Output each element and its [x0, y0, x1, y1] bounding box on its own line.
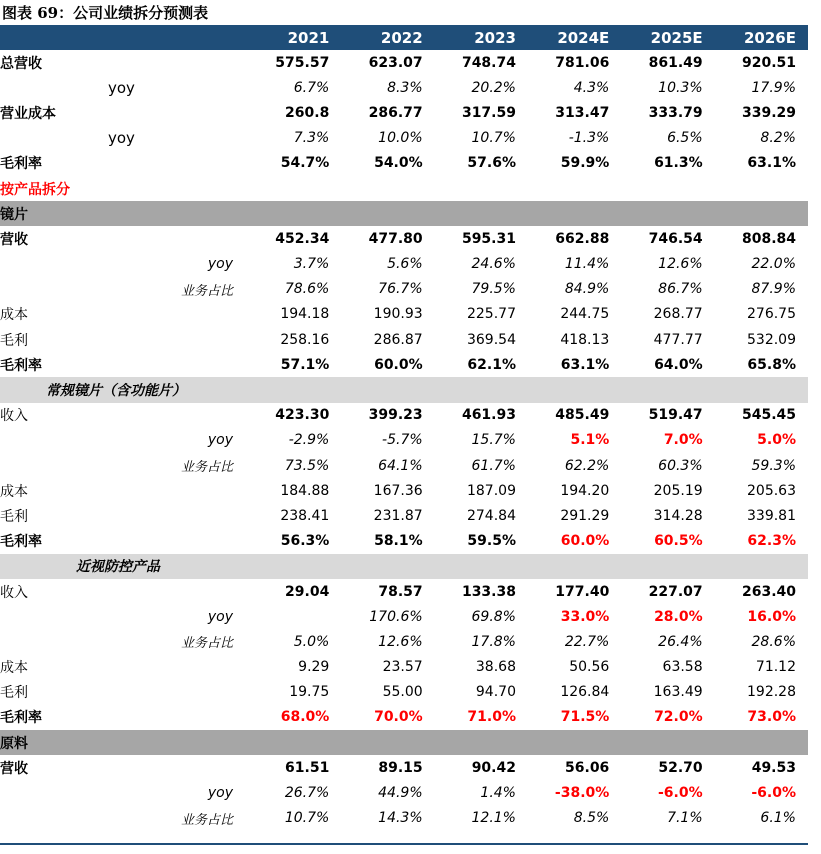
table-row [0, 780, 808, 805]
cell-value: -6.0% [751, 785, 796, 802]
cell-value: 24.6% [471, 256, 516, 273]
cell-value [248, 604, 341, 629]
section-filler [248, 377, 341, 402]
table-row [0, 252, 808, 277]
cell-value: 170.6% [369, 608, 423, 625]
cell-value: 84.9% [564, 281, 610, 298]
cell-value: 59.9% [560, 155, 610, 172]
cell-value: 7.1% [667, 810, 703, 827]
section-filler [715, 176, 808, 201]
table-row [0, 579, 808, 604]
cell-value: 10.3% [658, 79, 703, 96]
cell-value: 62.2% [564, 457, 610, 474]
cell-value: 60.3% [658, 457, 703, 474]
section-filler [528, 201, 621, 226]
header-year: 2024E [528, 26, 621, 50]
cell-value: 231.87 [373, 507, 423, 524]
cell-value: 52.70 [658, 759, 703, 776]
section-filler [621, 730, 714, 755]
row-label: 收入 [0, 584, 28, 601]
table-row [0, 176, 808, 201]
cell-value: 12.6% [658, 256, 703, 273]
cell-value: 485.49 [555, 407, 610, 424]
cell-value: 60.0% [374, 356, 423, 373]
row-label: yoy [207, 256, 233, 273]
table-row [0, 629, 808, 654]
cell-value: 5.0% [757, 432, 796, 449]
table-row [0, 478, 808, 503]
row-label: 成本 [0, 483, 28, 500]
row-label: 毛利 [0, 508, 28, 525]
section-filler [435, 377, 528, 402]
row-label: 业务占比 [180, 812, 233, 828]
table-row [0, 503, 808, 528]
table-row [0, 327, 808, 352]
row-label: 业务占比 [180, 636, 233, 652]
cell-value: 58.1% [374, 533, 423, 550]
row-label: 成本 [0, 307, 28, 324]
cell-value: 56.3% [280, 533, 330, 550]
table-row [0, 680, 808, 705]
cell-value: 6.5% [667, 130, 703, 147]
cell-value: 260.8 [285, 104, 330, 121]
cell-value: 14.3% [378, 810, 423, 827]
section-filler [341, 201, 434, 226]
cell-value: 126.84 [560, 684, 610, 701]
table-row [0, 126, 808, 151]
cell-value: 662.88 [555, 230, 610, 247]
cell-value: 339.81 [747, 507, 796, 524]
cell-value: 177.40 [555, 583, 610, 600]
table-row [0, 100, 808, 125]
cell-value: 8.5% [573, 810, 610, 827]
section-filler [248, 730, 341, 755]
cell-value: -5.7% [382, 432, 423, 449]
table-row [0, 377, 808, 402]
section-filler [341, 554, 434, 579]
cell-value: 192.28 [747, 684, 796, 701]
section-filler [715, 730, 808, 755]
cell-value: 423.30 [275, 407, 330, 424]
cell-value: 26.7% [284, 785, 330, 802]
cell-value: 205.63 [747, 482, 796, 499]
section-filler [341, 730, 434, 755]
cell-value: 71.12 [755, 659, 796, 676]
cell-value: 258.16 [280, 331, 330, 348]
cell-value: 78.57 [378, 583, 423, 600]
cell-value: 781.06 [555, 54, 610, 71]
cell-value: 76.7% [378, 281, 423, 298]
row-label: 毛利率 [0, 357, 42, 374]
cell-value: 418.13 [560, 331, 610, 348]
cell-value: 314.28 [653, 507, 703, 524]
cell-value: 623.07 [368, 54, 423, 71]
cell-value: 68.0% [280, 709, 330, 726]
section-filler [528, 730, 621, 755]
cell-value: 17.8% [471, 633, 516, 650]
cell-value: 57.1% [280, 356, 330, 373]
row-label: 毛利率 [0, 534, 42, 551]
cell-value: 89.15 [378, 759, 423, 776]
section-filler [621, 176, 714, 201]
cell-value: 56.06 [565, 759, 610, 776]
cell-value: 10.7% [471, 130, 516, 147]
table-row [0, 151, 808, 176]
section-filler [341, 377, 434, 402]
cell-value: 519.47 [648, 407, 703, 424]
section-filler [528, 554, 621, 579]
cell-value: 167.36 [373, 482, 423, 499]
row-label: 毛利率 [0, 156, 42, 173]
row-label: 近视防控产品 [0, 554, 248, 579]
cell-value: 79.5% [471, 281, 516, 298]
cell-value: 33.0% [560, 608, 610, 625]
cell-value: 94.70 [475, 684, 516, 701]
cell-value: 22.7% [564, 633, 610, 650]
cell-value: 268.77 [653, 306, 703, 323]
cell-value: 746.54 [648, 230, 703, 247]
cell-value: 63.58 [662, 659, 703, 676]
forecast-table [0, 26, 808, 831]
cell-value: 10.7% [284, 810, 330, 827]
cell-value: 60.5% [654, 533, 703, 550]
cell-value: 72.0% [654, 709, 703, 726]
cell-value: 50.56 [569, 659, 610, 676]
cell-value: 90.42 [471, 759, 516, 776]
cell-value: 17.9% [751, 79, 796, 96]
cell-value: 15.7% [471, 432, 516, 449]
header-year: 2026E [715, 26, 808, 50]
cell-value: 244.75 [560, 306, 610, 323]
cell-value: -6.0% [658, 785, 703, 802]
section-filler [435, 176, 528, 201]
cell-value: 8.3% [387, 79, 423, 96]
table-row [0, 755, 808, 780]
cell-value: 276.75 [747, 306, 796, 323]
cell-value: 61.7% [471, 457, 516, 474]
row-label: yoy [108, 78, 135, 97]
row-label: 毛利 [0, 685, 28, 702]
cell-value: 184.88 [280, 482, 330, 499]
header-row [0, 26, 808, 50]
row-label: yoy [207, 432, 233, 449]
table-row [0, 730, 808, 755]
section-filler [435, 730, 528, 755]
cell-value: 3.7% [293, 256, 330, 273]
cell-value: -1.3% [568, 130, 610, 147]
cell-value: 5.0% [293, 633, 330, 650]
row-label: 营业成本 [0, 105, 56, 122]
row-label: 常规镜片（含功能片） [0, 377, 248, 402]
cell-value: 545.45 [741, 407, 796, 424]
cell-value: 5.6% [387, 256, 423, 273]
cell-value: 190.93 [373, 306, 423, 323]
cell-value: 5.1% [570, 432, 610, 449]
table-row [0, 655, 808, 680]
cell-value: 133.38 [461, 583, 516, 600]
cell-value: 63.1% [560, 356, 610, 373]
cell-value: 73.0% [747, 709, 796, 726]
cell-value: 26.4% [658, 633, 703, 650]
cell-value: 9.29 [298, 659, 330, 676]
cell-value: 55.00 [382, 684, 423, 701]
row-label: yoy [207, 785, 233, 802]
cell-value: 461.93 [461, 407, 516, 424]
cell-value: 44.9% [378, 785, 423, 802]
header-year: 2021 [248, 26, 341, 50]
cell-value: 54.7% [280, 155, 330, 172]
row-label: 业务占比 [180, 460, 233, 476]
section-filler [248, 554, 341, 579]
cell-value: 78.6% [284, 281, 330, 298]
cell-value: 399.23 [368, 407, 423, 424]
row-label: yoy [108, 129, 135, 148]
cell-value: 28.6% [751, 633, 796, 650]
cell-value: 73.5% [284, 457, 330, 474]
cell-value: 86.7% [658, 281, 703, 298]
cell-value: 29.04 [285, 583, 330, 600]
row-label: 毛利率 [0, 710, 42, 727]
cell-value: 63.1% [747, 155, 796, 172]
cell-value: 263.40 [741, 583, 796, 600]
table-row [0, 50, 808, 75]
cell-value: 28.0% [654, 608, 703, 625]
cell-value: 61.3% [654, 155, 703, 172]
cell-value: 12.6% [378, 633, 423, 650]
cell-value: 452.34 [275, 230, 330, 247]
bottom-divider [0, 843, 808, 845]
header-year: 2022 [341, 26, 434, 50]
section-filler [715, 201, 808, 226]
row-label: 营收 [0, 760, 28, 777]
header-year: 2023 [435, 26, 528, 50]
cell-value: 291.29 [560, 507, 610, 524]
table-row [0, 453, 808, 478]
row-label: 按产品拆分 [0, 181, 70, 198]
cell-value: 163.49 [653, 684, 703, 701]
cell-value: 38.68 [475, 659, 516, 676]
table-row [0, 352, 808, 377]
cell-value: 187.09 [466, 482, 516, 499]
cell-value: 205.19 [653, 482, 703, 499]
section-filler [528, 377, 621, 402]
cell-value: 748.74 [461, 54, 516, 71]
cell-value: 6.1% [760, 810, 796, 827]
table-body [0, 50, 808, 831]
cell-value: 238.41 [280, 507, 330, 524]
cell-value: 194.18 [280, 306, 330, 323]
cell-value: 71.5% [560, 709, 610, 726]
cell-value: 194.20 [560, 482, 610, 499]
cell-value: 64.0% [654, 356, 703, 373]
cell-value: 19.75 [289, 684, 330, 701]
table-title: 图表 69：公司业绩拆分预测表 [2, 4, 209, 22]
table-row [0, 75, 808, 100]
cell-value: 317.59 [461, 104, 516, 121]
section-filler [248, 201, 341, 226]
cell-value: 532.09 [747, 331, 796, 348]
cell-value: 11.4% [564, 256, 610, 273]
cell-value: 4.3% [573, 79, 610, 96]
cell-value: -38.0% [554, 785, 610, 802]
cell-value: 286.77 [368, 104, 423, 121]
table-row [0, 403, 808, 428]
cell-value: 16.0% [747, 608, 796, 625]
cell-value: 62.3% [747, 533, 796, 550]
table-row [0, 277, 808, 302]
section-filler [341, 176, 434, 201]
cell-value: 70.0% [374, 709, 423, 726]
cell-value: 1.4% [480, 785, 516, 802]
table-row [0, 604, 808, 629]
cell-value: 57.6% [467, 155, 516, 172]
cell-value: 339.29 [741, 104, 796, 121]
cell-value: 12.1% [471, 810, 516, 827]
cell-value: 808.84 [741, 230, 796, 247]
row-label: 镜片 [0, 201, 248, 226]
cell-value: 575.57 [275, 54, 330, 71]
cell-value: 6.7% [293, 79, 330, 96]
table-row [0, 302, 808, 327]
row-label: 原料 [0, 730, 248, 755]
table-row [0, 529, 808, 554]
section-filler [435, 201, 528, 226]
table-row [0, 554, 808, 579]
row-label: 毛利 [0, 332, 28, 349]
cell-value: 61.51 [285, 759, 330, 776]
section-filler [715, 377, 808, 402]
row-label: yoy [207, 608, 233, 625]
cell-value: 59.3% [751, 457, 796, 474]
table-row [0, 201, 808, 226]
cell-value: -2.9% [288, 432, 330, 449]
table-row [0, 806, 808, 831]
section-filler [528, 176, 621, 201]
header-year: 2025E [621, 26, 714, 50]
row-label: 业务占比 [180, 283, 233, 299]
cell-value: 8.2% [760, 130, 796, 147]
cell-value: 65.8% [747, 356, 796, 373]
cell-value: 71.0% [467, 709, 516, 726]
cell-value: 7.3% [293, 130, 330, 147]
cell-value: 861.49 [648, 54, 703, 71]
cell-value: 313.47 [555, 104, 610, 121]
row-label: 成本 [0, 660, 28, 677]
row-label: 营收 [0, 231, 28, 248]
cell-value: 49.53 [751, 759, 796, 776]
cell-value: 87.9% [751, 281, 796, 298]
header-corner [0, 26, 248, 50]
cell-value: 23.57 [382, 659, 423, 676]
cell-value: 920.51 [741, 54, 796, 71]
cell-value: 477.77 [653, 331, 703, 348]
table-row [0, 705, 808, 730]
cell-value: 274.84 [466, 507, 516, 524]
table-row [0, 226, 808, 251]
cell-value: 69.8% [471, 608, 516, 625]
cell-value: 62.1% [467, 356, 516, 373]
row-label: 总营收 [0, 55, 42, 72]
section-filler [621, 554, 714, 579]
cell-value: 225.77 [466, 306, 516, 323]
cell-value: 286.87 [373, 331, 423, 348]
section-filler [621, 377, 714, 402]
cell-value: 333.79 [648, 104, 703, 121]
cell-value: 227.07 [648, 583, 703, 600]
section-filler [248, 176, 341, 201]
cell-value: 595.31 [461, 230, 516, 247]
section-filler [715, 554, 808, 579]
section-filler [621, 201, 714, 226]
cell-value: 54.0% [374, 155, 423, 172]
cell-value: 20.2% [471, 79, 516, 96]
cell-value: 59.5% [467, 533, 516, 550]
cell-value: 369.54 [466, 331, 516, 348]
cell-value: 60.0% [560, 533, 610, 550]
cell-value: 7.0% [663, 432, 703, 449]
row-label: 收入 [0, 408, 28, 425]
cell-value: 64.1% [378, 457, 423, 474]
cell-value: 22.0% [751, 256, 796, 273]
cell-value: 477.80 [368, 230, 423, 247]
section-filler [435, 554, 528, 579]
table-row [0, 428, 808, 453]
cell-value: 10.0% [378, 130, 423, 147]
